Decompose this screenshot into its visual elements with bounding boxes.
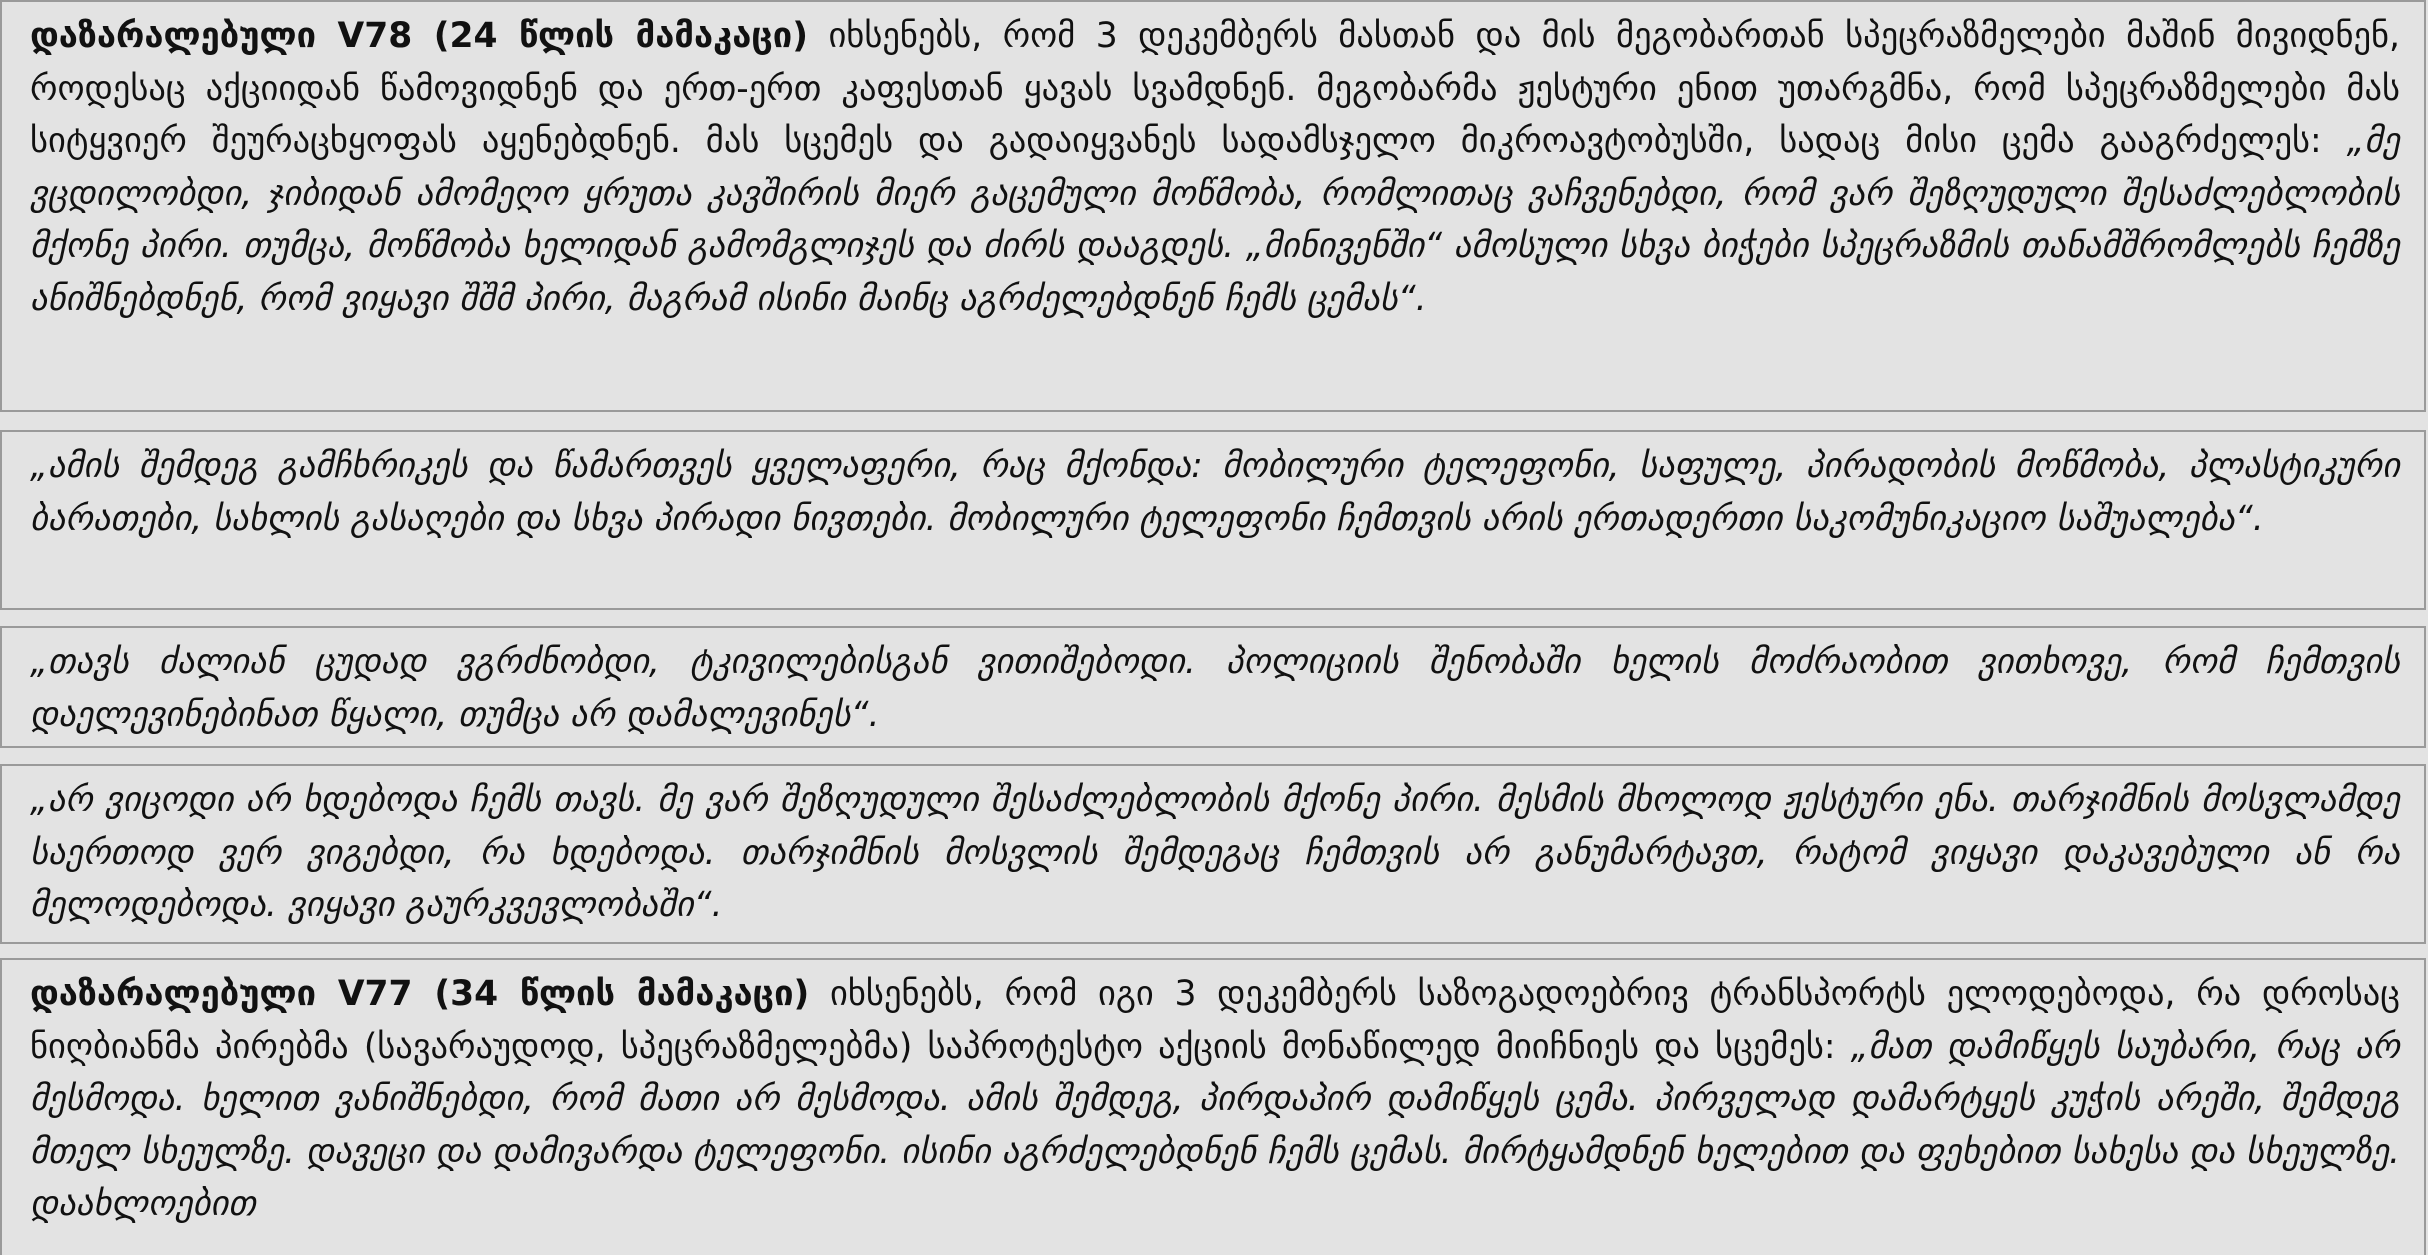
victim-label: დაზარალებული V77 (34 წლის მამაკაცი) [30,974,810,1014]
paragraph [30,968,2400,1231]
quote-block-confusion [0,764,2426,944]
quote-text: „თავს ძალიან ცუდად ვგრძნობდი, ტკივილებისგან ვითიშებოდი. პოლიციის შენობაში ხელის მოძრაობით ვითხოვე, რომ ჩემთვის დაელევინებინათ წყალი, თუმცა არ დამალევინეს“. [30,642,2400,735]
narrative-text: იხსენებს, რომ 3 დეკემბერს მასთან და მის მეგობართან სპეცრაზმელები მაშინ მივიდნენ, როდესაც აქციიდან წამოვიდნენ და ერთ-ერთ კაფესთან ყავას სვამდნენ. მეგობარმა ჟესტური ენით უთარგმნა, რომ სპეცრაზმელები მას სიტყვიერ შეურაცხყოფას აყენებდნენ. მას სცემეს და გადაიყვანეს სადამსჯელო მიკროავტობუსში, სადაც მისი ცემა გააგრძელეს: [30,16,2400,161]
paragraph [30,440,2400,545]
quote-text: „მათ დამიწყეს საუბარი, რაც არ მესმოდა. ხელით ვანიშნებდი, რომ მათი არ მესმოდა. ამის შემდეგ, პირდაპირ დამიწყეს ცემა. პირველად დამარტყეს კუჭის არეში, შემდეგ მთელ სხეულზე. დავეცი და დამივარდა ტელეფონი. ისინი აგრძელებდნენ ჩემს ცემას. მირტყამდნენ ხელებით და ფეხებით სახესა და სხეულზე. დაახლოებით [30,1026,2400,1224]
narrative-text: იხსენებს, რომ იგი 3 დეკემბერს საზოგადოებრივ ტრანსპორტს ელოდებოდა, რა დროსაც ნიღბიანმა პირებმა (სავარაუდოდ, სპეცრაზმელებმა) საპროტესტო აქციის მონაწილედ მიიჩნიეს და სცემეს: [30,974,2400,1067]
paragraph [30,636,2400,741]
paragraph [30,774,2400,932]
quote-block-water [0,626,2426,748]
paragraph [30,10,2400,325]
testimony-block-v78 [0,0,2426,412]
quote-text: „არ ვიცოდი არ ხდებოდა ჩემს თავს. მე ვარ შეზღუდული შესაძლებლობის მქონე პირი. მესმის მხოლოდ ჟესტური ენა. თარჯიმნის მოსვლამდე საერთოდ ვერ ვიგებდი, რა ხდებოდა. თარჯიმნის მოსვლის შემდეგაც ჩემთვის არ განუმარტავთ, რატომ ვიყავი დაკავებული ან რა მელოდებოდა. ვიყავი გაურკვევლობაში“. [30,780,2400,925]
quote-text: „ამის შემდეგ გამჩხრიკეს და წამართვეს ყველაფერი, რაც მქონდა: მობილური ტელეფონი, საფულე, პირადობის მოწმობა, პლასტიკური ბარათები, სახლის გასაღები და სხვა პირადი ნივთები. მობილური ტელეფონი ჩემთვის არის ერთადერთი საკომუნიკაციო საშუალება“. [30,446,2400,539]
victim-label: დაზარალებული V78 (24 წლის მამაკაცი) [30,16,809,56]
quote-block-belongings [0,430,2426,610]
testimony-block-v77 [0,958,2426,1255]
quote-text: „მე ვცდილობდი, ჯიბიდან ამომეღო ყრუთა კავშირის მიერ გაცემული მოწმობა, რომლითაც ვაჩვენებდი, რომ ვარ შეზღუდული შესაძლებლობის მქონე პირი. თუმცა, მოწმობა ხელიდან გამომგლიჯეს და ძირს დააგდეს. „მინივენში“ ამოსული სხვა ბიჭები სპეცრაზმის თანამშრომლებს ჩემზე ანიშნებდნენ, რომ ვიყავი შშმ პირი, მაგრამ ისინი მაინც აგრძელებდნენ ჩემს ცემას“. [30,121,2400,319]
